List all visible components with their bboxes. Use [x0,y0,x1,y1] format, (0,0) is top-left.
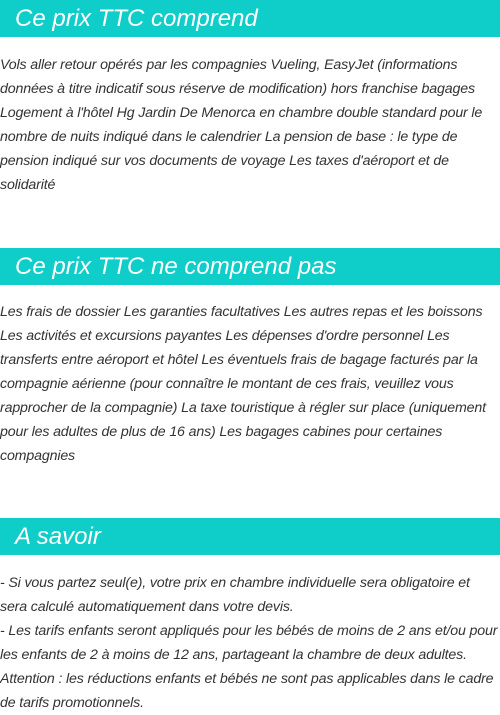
text-line: sera calculé automatiquement dans votre devis. [0,599,294,615]
text-line: rapprocher de la compagnie) La taxe touristique à régler sur place (uniquement [0,400,486,416]
text-line: nombre de nuits indiqué dans le calendrier La pension de base : le type de [0,129,458,145]
section-title-good-to-know: A savoir [0,518,500,555]
section-title-not-included: Ce prix TTC ne comprend pas [0,248,500,285]
text-line: pension indiqué sur vos documents de voyage Les taxes d'aéroport et de [0,153,449,169]
text-line: - Les tarifs enfants seront appliqués pour les bébés de moins de 2 ans et/ou pour [0,623,498,639]
text-line: données à titre indicatif sous réserve de modification) hors franchise bagages [0,81,475,97]
text-line: les enfants de 2 à moins de 12 ans, partageant la chambre de deux adultes. [0,647,467,663]
section-body-included [0,53,500,197]
section-body-not-included [0,300,500,468]
text-line: Vols aller retour opérés par les compagnies Vueling, EasyJet (informations [0,57,458,73]
text-line: Les frais de dossier Les garanties facultatives Les autres repas et les boissons [0,304,483,320]
text-line: pour les adultes de plus de 16 ans) Les bagages cabines pour certaines [0,424,443,440]
text-line: compagnies [0,448,76,464]
text-line: compagnie aérienne (pour connaître le montant de ces frais, veuillez vous [0,376,454,392]
text-line: solidarité [0,177,56,193]
text-line: transferts entre aéroport et hôtel Les éventuels frais de bagage facturés par la [0,352,478,368]
section-body-good-to-know [0,571,500,715]
text-line: de tarifs promotionnels. [0,695,144,711]
section-title-included: Ce prix TTC comprend [0,0,500,37]
text-line: Logement à l'hôtel Hg Jardin De Menorca en chambre double standard pour le [0,105,483,121]
text-line: Attention : les réductions enfants et bébés ne sont pas applicables dans le cadre [0,671,494,687]
text-line: Les activités et excursions payantes Les dépenses d'ordre personnel Les [0,328,450,344]
text-line: - Si vous partez seul(e), votre prix en chambre individuelle sera obligatoire et [0,575,470,591]
